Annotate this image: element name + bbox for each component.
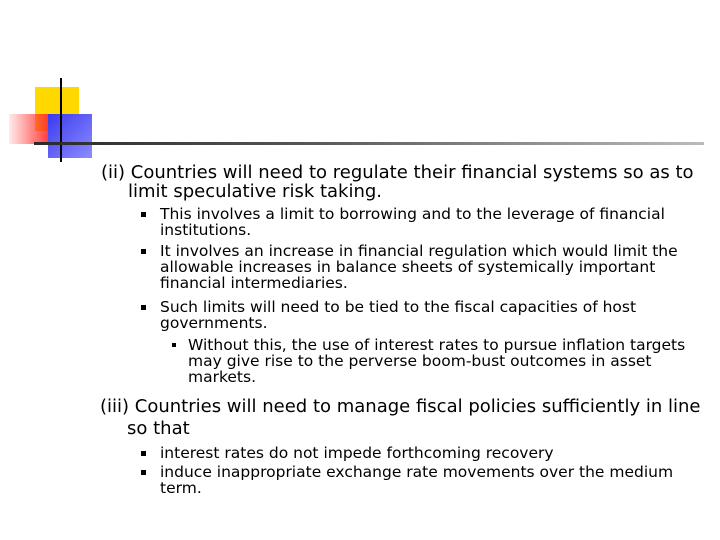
decorative-vertical-line [60, 78, 62, 162]
heading-ii-line-1: (ii) Countries will need to regulate their financial systems so as to [101, 162, 694, 183]
bullet-text-line: This involves a limit to borrowing and to the leverage of financial [160, 205, 665, 223]
bullet-marker [141, 470, 146, 475]
bullet-marker [141, 451, 146, 456]
bullet-text-line: It involves an increase in financial regulation which would limit the [160, 242, 678, 260]
bullet-marker [141, 212, 146, 217]
heading-ii-line-2: limit speculative risk taking. [128, 181, 383, 202]
heading-iii-line-1: (iii) Countries will need to manage fiscal policies sufficiently in line [100, 396, 701, 417]
bullet-text-line: interest rates do not impede forthcoming recovery [160, 444, 554, 462]
bullet-text-line: Such limits will need to be tied to the fiscal capacities of host [160, 298, 637, 316]
bullet-text-line: financial intermediaries. [160, 274, 348, 292]
sub-bullet-text-line: Without this, the use of interest rates to pursue inflation targets [188, 336, 686, 354]
bullet-marker [141, 305, 146, 310]
heading-iii-line-2: so that [127, 418, 190, 439]
sub-bullet-marker [172, 343, 176, 347]
sub-bullet-text-line: markets. [188, 368, 257, 386]
bullet-marker [141, 249, 146, 254]
bullet-text-line: term. [160, 479, 202, 497]
decorative-red-square [9, 114, 53, 144]
sub-bullet-text-line: may give rise to the perverse boom-bust outcomes in asset [188, 352, 652, 370]
bullet-text-line: allowable increases in balance sheets of systemically important [160, 258, 656, 276]
bullet-text-line: institutions. [160, 221, 252, 239]
title-divider-line [34, 142, 704, 145]
decorative-blue-square [48, 114, 92, 158]
bullet-text-line: induce inappropriate exchange rate movements over the medium [160, 463, 674, 481]
bullet-text-line: governments. [160, 314, 268, 332]
